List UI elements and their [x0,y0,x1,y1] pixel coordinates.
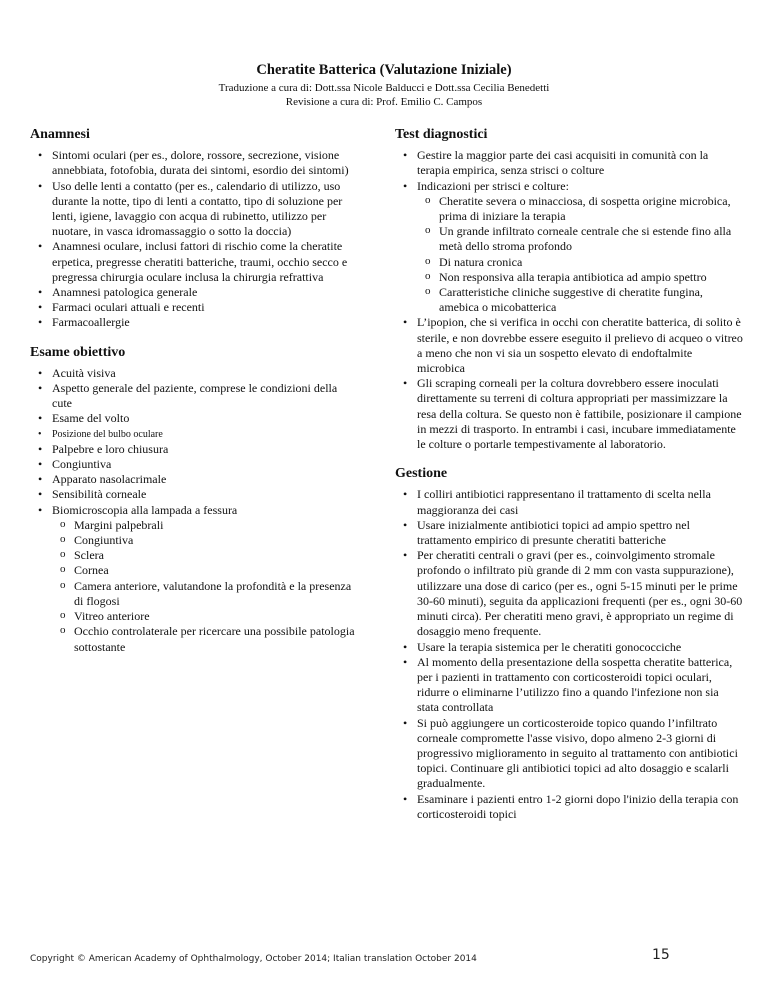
gestione-section [395,466,743,822]
esame-section [30,345,360,655]
list-item: • Gli scraping corneali per la coltura dovrebbero essere inoculati direttamente su terreni di coltura appropriati per massimizzare la resa della coltura. Se questo non è fattibile, posizionare il campione in mezzi di trasporto. In entrambi i casi, incubare immediatamente le colture o portarle tempestivamente al laboratorio. [395,376,743,452]
copyright-footer: Copyright © American Academy of Ophthalmology, October 2014; Italian translation October 2014 [30,954,477,964]
sublist-item: o Vitreo anteriore [52,609,360,624]
sublist-item: o Un grande infiltrato corneale centrale che si estende fino alla metà dello stroma profondo [417,224,743,254]
sublist-item: o Congiuntiva [52,533,360,548]
anamnesi-section [30,127,360,331]
list-item: • Apparato nasolacrimale [30,472,360,487]
left-column [30,127,360,669]
list-item-biomicroscopy [30,503,360,655]
list-item-indications [395,179,743,316]
sublist-item: o Caratteristiche cliniche suggestive di cheratite fungina, amebica o micobatterica [417,285,743,315]
list-item: • Usare inizialmente antibiotici topici ad ampio spettro nel trattamento empirico di presunte cheratiti batteriche [395,518,743,548]
list-item: • Si può aggiungere un corticosteroide topico quando l’infiltrato corneale compromette l'asse visivo, dopo almeno 2-3 giorni di progressivo miglioramento in seguito al trattamento con antibiotici topici. Continuare gli antibiotici topici ad alto dosaggio e scalarli gradualmente. [395,716,743,792]
gestione-heading: Gestione [395,466,448,482]
test-list [395,148,743,452]
page-number: 15 [652,947,670,963]
list-item-label: Indicazioni per strisci e colture: [417,178,569,193]
list-item: • Esaminare i pazienti entro 1-2 giorni dopo l'inizio della terapia con corticosteroidi topici [395,792,743,822]
indications-sublist [417,194,743,316]
biomicroscopy-sublist [52,518,360,655]
sublist-item: o Cheratite severa o minacciosa, di sospetta origine microbica, prima di iniziare la terapia [417,194,743,224]
sublist-item: o Sclera [52,548,360,563]
sublist-item: o Occhio controlaterale per ricercare una possibile patologia sottostante [52,624,360,654]
sublist-item: o Di natura cronica [417,255,743,270]
list-item: • Usare la terapia sistemica per le cheratiti gonococciche [395,640,743,655]
sublist-item: o Margini palpebrali [52,518,360,533]
list-item: • Farmaci oculari attuali e recenti [30,300,360,315]
list-item: • Posizione del bulbo oculare [30,427,360,442]
sublist-item: o Cornea [52,563,360,578]
list-item: • L’ipopion, che si verifica in occhi con cheratite batterica, di solito è sterile, e non dovrebbe essere eseguito il prelievo di acqueo o vitreo a meno che non vi sia un sospetto elevato di endoftalmite microbica [395,315,743,376]
list-item: • Congiuntiva [30,457,360,472]
list-item: • Al momento della presentazione della sospetta cheratite batterica, per i pazienti in trattamento con corticosteroidi topici oculari, ridurre o eliminarne l’utilizzo fino a quando l'infezione non sia stata controllata [395,655,743,716]
esame-heading: Esame obiettivo [30,344,126,360]
revision-credit: Revisione a cura di: Prof. Emilio C. Campos [285,95,483,108]
anamnesi-list [30,148,360,330]
esame-list [30,366,360,655]
list-item: • Farmacoallergie [30,315,360,330]
test-section [395,127,743,452]
list-item: • Per cheratiti centrali o gravi (per es., coinvolgimento stromale profondo o infiltrato più grande di 2 mm con vasta suppurazione), utilizzare una dose di carico (per es., ogni 5-15 minuti per le prime 30-60 minuti), seguita da applicazioni frequenti (per es., ogni 30-60 minuti circa). Per cheratiti meno gravi, è appropriato un regime di dosaggio meno frequente. [395,548,743,639]
gestione-list [395,487,743,821]
test-heading: Test diagnostici [395,127,488,142]
list-item-label: Biomicroscopia alla lampada a fessura [52,502,238,517]
list-item: • Palpebre e loro chiusura [30,442,360,457]
list-item: • Uso delle lenti a contatto (per es., calendario di utilizzo, uso durante la notte, tipo di lenti a contatto, tipo di soluzione per lenti, igiene, lavaggio con acqua di rubinetto, utilizzo per nuotare, in vasca idromassaggio o sotto la doccia) [30,179,360,240]
list-item: • Gestire la maggior parte dei casi acquisiti in comunità con la terapia empirica, senza strisci o colture [395,148,743,178]
page-title: Cheratite Batterica (Valutazione Iniziale) [256,62,512,78]
list-item: • Anamnesi patologica generale [30,285,360,300]
translation-credit: Traduzione a cura di: Dott.ssa Nicole Balducci e Dott.ssa Cecilia Benedetti [218,82,550,94]
list-item: • Acuità visiva [30,366,360,381]
list-item: • Sintomi oculari (per es., dolore, rossore, secrezione, visione annebbiata, fotofobia, durata dei sintomi, esordio dei sintomi) [30,148,360,178]
list-item: • Sensibilità corneale [30,487,360,502]
sublist-item: o Camera anteriore, valutandone la profondità e la presenza di flogosi [52,579,360,609]
list-item: • Esame del volto [30,411,360,426]
list-item: • Aspetto generale del paziente, comprese le condizioni della cute [30,381,360,411]
sublist-item: o Non responsiva alla terapia antibiotica ad ampio spettro [417,270,743,285]
list-item: • I colliri antibiotici rappresentano il trattamento di scelta nella maggioranza dei casi [395,487,743,517]
document-header [0,62,768,109]
anamnesi-heading: Anamnesi [30,127,90,142]
right-column [395,127,743,836]
list-item: • Anamnesi oculare, inclusi fattori di rischio come la cheratite erpetica, pregresse cheratiti batteriche, traumi, occhio secco e pregressa chirurgia oculare inclusa la chirurgia refrattiva [30,239,360,285]
